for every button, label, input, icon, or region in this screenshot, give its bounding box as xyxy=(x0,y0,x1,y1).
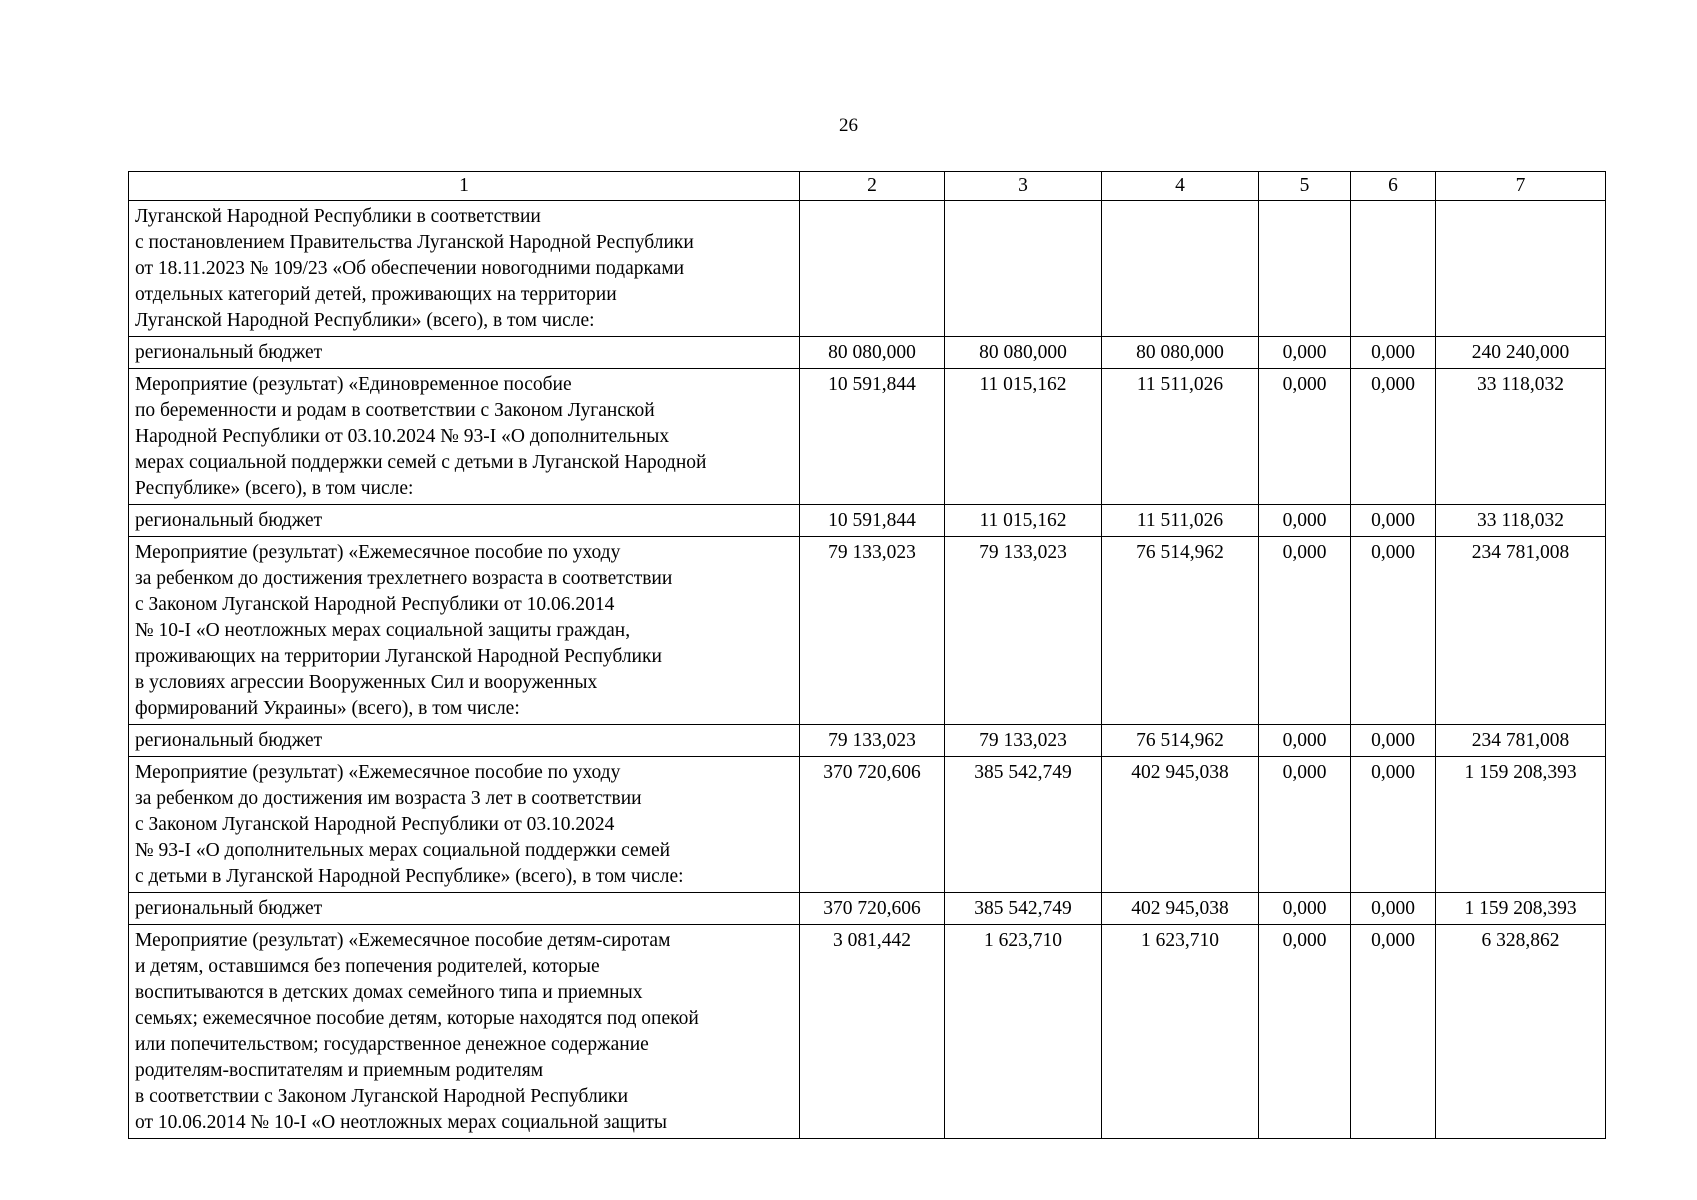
column-number-row xyxy=(129,172,1606,201)
value-cell: 0,000 xyxy=(1259,893,1351,925)
value-cell: 11 015,162 xyxy=(945,505,1102,537)
column-number-cell: 3 xyxy=(945,172,1102,201)
value-cell: 402 945,038 xyxy=(1102,893,1259,925)
value-cell: 10 591,844 xyxy=(800,369,945,505)
value-cell: 0,000 xyxy=(1351,337,1436,369)
column-number-cell: 2 xyxy=(800,172,945,201)
table-row xyxy=(129,505,1606,537)
value-cell xyxy=(945,201,1102,337)
value-cell: 79 133,023 xyxy=(800,725,945,757)
table-row xyxy=(129,757,1606,893)
table-row xyxy=(129,725,1606,757)
value-cell: 76 514,962 xyxy=(1102,537,1259,725)
row-description-cell: региональный бюджет xyxy=(129,893,800,925)
page-number: 26 xyxy=(839,115,858,136)
value-cell: 80 080,000 xyxy=(1102,337,1259,369)
value-cell: 33 118,032 xyxy=(1436,505,1606,537)
value-cell: 0,000 xyxy=(1259,505,1351,537)
value-cell: 1 623,710 xyxy=(1102,925,1259,1139)
budget-table xyxy=(128,171,1606,1139)
value-cell xyxy=(1259,201,1351,337)
value-cell: 33 118,032 xyxy=(1436,369,1606,505)
value-cell: 0,000 xyxy=(1351,925,1436,1139)
value-cell: 10 591,844 xyxy=(800,505,945,537)
value-cell: 0,000 xyxy=(1351,505,1436,537)
value-cell: 0,000 xyxy=(1259,725,1351,757)
value-cell: 385 542,749 xyxy=(945,893,1102,925)
value-cell: 79 133,023 xyxy=(945,725,1102,757)
value-cell: 0,000 xyxy=(1351,537,1436,725)
column-number-cell: 4 xyxy=(1102,172,1259,201)
table-row xyxy=(129,925,1606,1139)
value-cell xyxy=(1351,201,1436,337)
value-cell: 11 511,026 xyxy=(1102,505,1259,537)
value-cell: 76 514,962 xyxy=(1102,725,1259,757)
table-row xyxy=(129,337,1606,369)
row-description-cell: Луганской Народной Республики в соответствии с постановлением Правительства Луганской Народной Республики от 18.11.2023 № 109/23 «Об обеспечении новогодними подарками отдельных категорий детей, проживающих на территории Луганской Народной Республики» (всего), в том числе: xyxy=(129,201,800,337)
column-number-cell: 1 xyxy=(129,172,800,201)
value-cell: 0,000 xyxy=(1351,369,1436,505)
value-cell: 240 240,000 xyxy=(1436,337,1606,369)
value-cell: 1 623,710 xyxy=(945,925,1102,1139)
value-cell: 0,000 xyxy=(1259,369,1351,505)
value-cell: 234 781,008 xyxy=(1436,537,1606,725)
value-cell: 234 781,008 xyxy=(1436,725,1606,757)
value-cell: 370 720,606 xyxy=(800,893,945,925)
row-description-cell: Мероприятие (результат) «Ежемесячное пособие детям-сиротам и детям, оставшимся без попечения родителей, которые воспитываются в детских домах семейного типа и приемных семьях; ежемесячное пособие детям, которые находятся под опекой или попечительством; государственное денежное содержание родителям-воспитателям и приемным родителям в соответствии с Законом Луганской Народной Республики от 10.06.2014 № 10-I «О неотложных мерах социальной защиты xyxy=(129,925,800,1139)
value-cell: 0,000 xyxy=(1351,725,1436,757)
row-description-cell: региональный бюджет xyxy=(129,337,800,369)
value-cell: 0,000 xyxy=(1351,757,1436,893)
value-cell: 11 015,162 xyxy=(945,369,1102,505)
table-row xyxy=(129,369,1606,505)
value-cell xyxy=(800,201,945,337)
column-number-cell: 5 xyxy=(1259,172,1351,201)
row-description-cell: Мероприятие (результат) «Ежемесячное пособие по уходу за ребенком до достижения трехлетнего возраста в соответствии с Законом Луганской Народной Республики от 10.06.2014 № 10-I «О неотложных мерах социальной защиты граждан, проживающих на территории Луганской Народной Республики в условиях агрессии Вооруженных Сил и вооруженных формирований Украины» (всего), в том числе: xyxy=(129,537,800,725)
value-cell: 0,000 xyxy=(1259,337,1351,369)
table-row xyxy=(129,537,1606,725)
row-description-cell: Мероприятие (результат) «Единовременное пособие по беременности и родам в соответствии с Законом Луганской Народной Республики от 03.10.2024 № 93-I «О дополнительных мерах социальной поддержки семей с детьми в Луганской Народной Республике» (всего), в том числе: xyxy=(129,369,800,505)
row-description-cell: региональный бюджет xyxy=(129,725,800,757)
column-number-cell: 7 xyxy=(1436,172,1606,201)
table-row xyxy=(129,893,1606,925)
table-body xyxy=(129,172,1606,1139)
value-cell xyxy=(1436,201,1606,337)
value-cell: 11 511,026 xyxy=(1102,369,1259,505)
value-cell: 80 080,000 xyxy=(800,337,945,369)
table-row xyxy=(129,201,1606,337)
value-cell: 6 328,862 xyxy=(1436,925,1606,1139)
row-description-cell: Мероприятие (результат) «Ежемесячное пособие по уходу за ребенком до достижения им возраста 3 лет в соответствии с Законом Луганской Народной Республики от 03.10.2024 № 93-I «О дополнительных мерах социальной поддержки семей с детьми в Луганской Народной Республике» (всего), в том числе: xyxy=(129,757,800,893)
value-cell xyxy=(1102,201,1259,337)
value-cell: 80 080,000 xyxy=(945,337,1102,369)
row-description-cell: региональный бюджет xyxy=(129,505,800,537)
value-cell: 0,000 xyxy=(1351,893,1436,925)
value-cell: 370 720,606 xyxy=(800,757,945,893)
value-cell: 0,000 xyxy=(1259,537,1351,725)
value-cell: 385 542,749 xyxy=(945,757,1102,893)
value-cell: 402 945,038 xyxy=(1102,757,1259,893)
column-number-cell: 6 xyxy=(1351,172,1436,201)
value-cell: 1 159 208,393 xyxy=(1436,757,1606,893)
value-cell: 3 081,442 xyxy=(800,925,945,1139)
value-cell: 1 159 208,393 xyxy=(1436,893,1606,925)
value-cell: 79 133,023 xyxy=(800,537,945,725)
value-cell: 0,000 xyxy=(1259,757,1351,893)
value-cell: 0,000 xyxy=(1259,925,1351,1139)
value-cell: 79 133,023 xyxy=(945,537,1102,725)
